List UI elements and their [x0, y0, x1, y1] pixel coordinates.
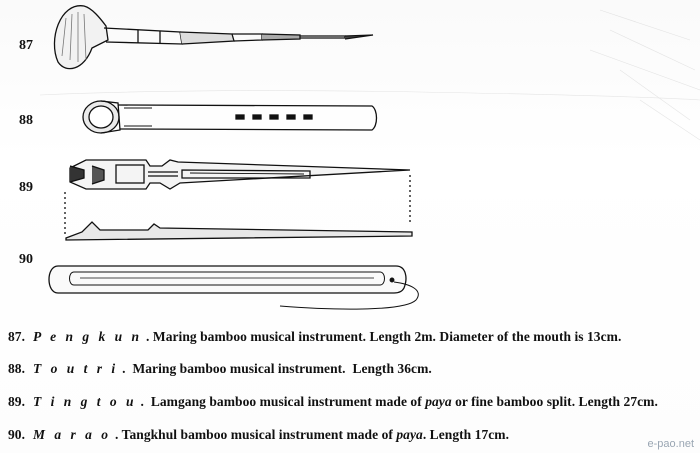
marao-drawing — [49, 266, 418, 309]
caption-90-number: 90. — [8, 427, 26, 442]
toutri-drawing — [83, 101, 377, 133]
caption-89-number: 89. — [8, 394, 26, 409]
caption-87-name: P e n g k u n — [33, 329, 143, 344]
figure-number-90: 90 — [19, 252, 33, 267]
figure-number-88: 88 — [19, 113, 33, 128]
caption-89-text-before: . Lamgang bamboo musical instrument made of — [140, 394, 426, 409]
caption-88-text: . Maring bamboo musical instrument. Length 36cm. — [122, 361, 432, 376]
caption-89-emphasis: paya — [425, 394, 452, 409]
watermark: e-pao.net — [647, 438, 694, 450]
caption-89-name: T i n g t o u — [33, 394, 137, 409]
caption-88-name: T o u t r i — [33, 361, 119, 376]
caption-90-name: M a r a o — [33, 427, 112, 442]
pengkun-drawing — [54, 6, 373, 69]
caption-87-text: . Maring bamboo musical instrument. Length 2m. Diameter of the mouth is 13cm. — [146, 329, 622, 344]
caption-89-text-after: or fine bamboo split. Length 27cm. — [451, 394, 658, 409]
caption-90-emphasis: paya — [396, 427, 423, 442]
caption-88-number: 88. — [8, 361, 26, 376]
caption-87 — [8, 329, 621, 345]
caption-90 — [8, 427, 509, 443]
caption-88 — [8, 361, 432, 377]
caption-87-number: 87. — [8, 329, 26, 344]
figure-number-87: 87 — [19, 38, 33, 53]
caption-90-text-after: . Length 17cm. — [422, 427, 510, 442]
figure-number-89: 89 — [19, 180, 33, 195]
tingtou-top-drawing — [70, 160, 410, 189]
caption-89 — [8, 394, 658, 410]
caption-90-text-before: . Tangkhul bamboo musical instrument made of — [115, 427, 397, 442]
